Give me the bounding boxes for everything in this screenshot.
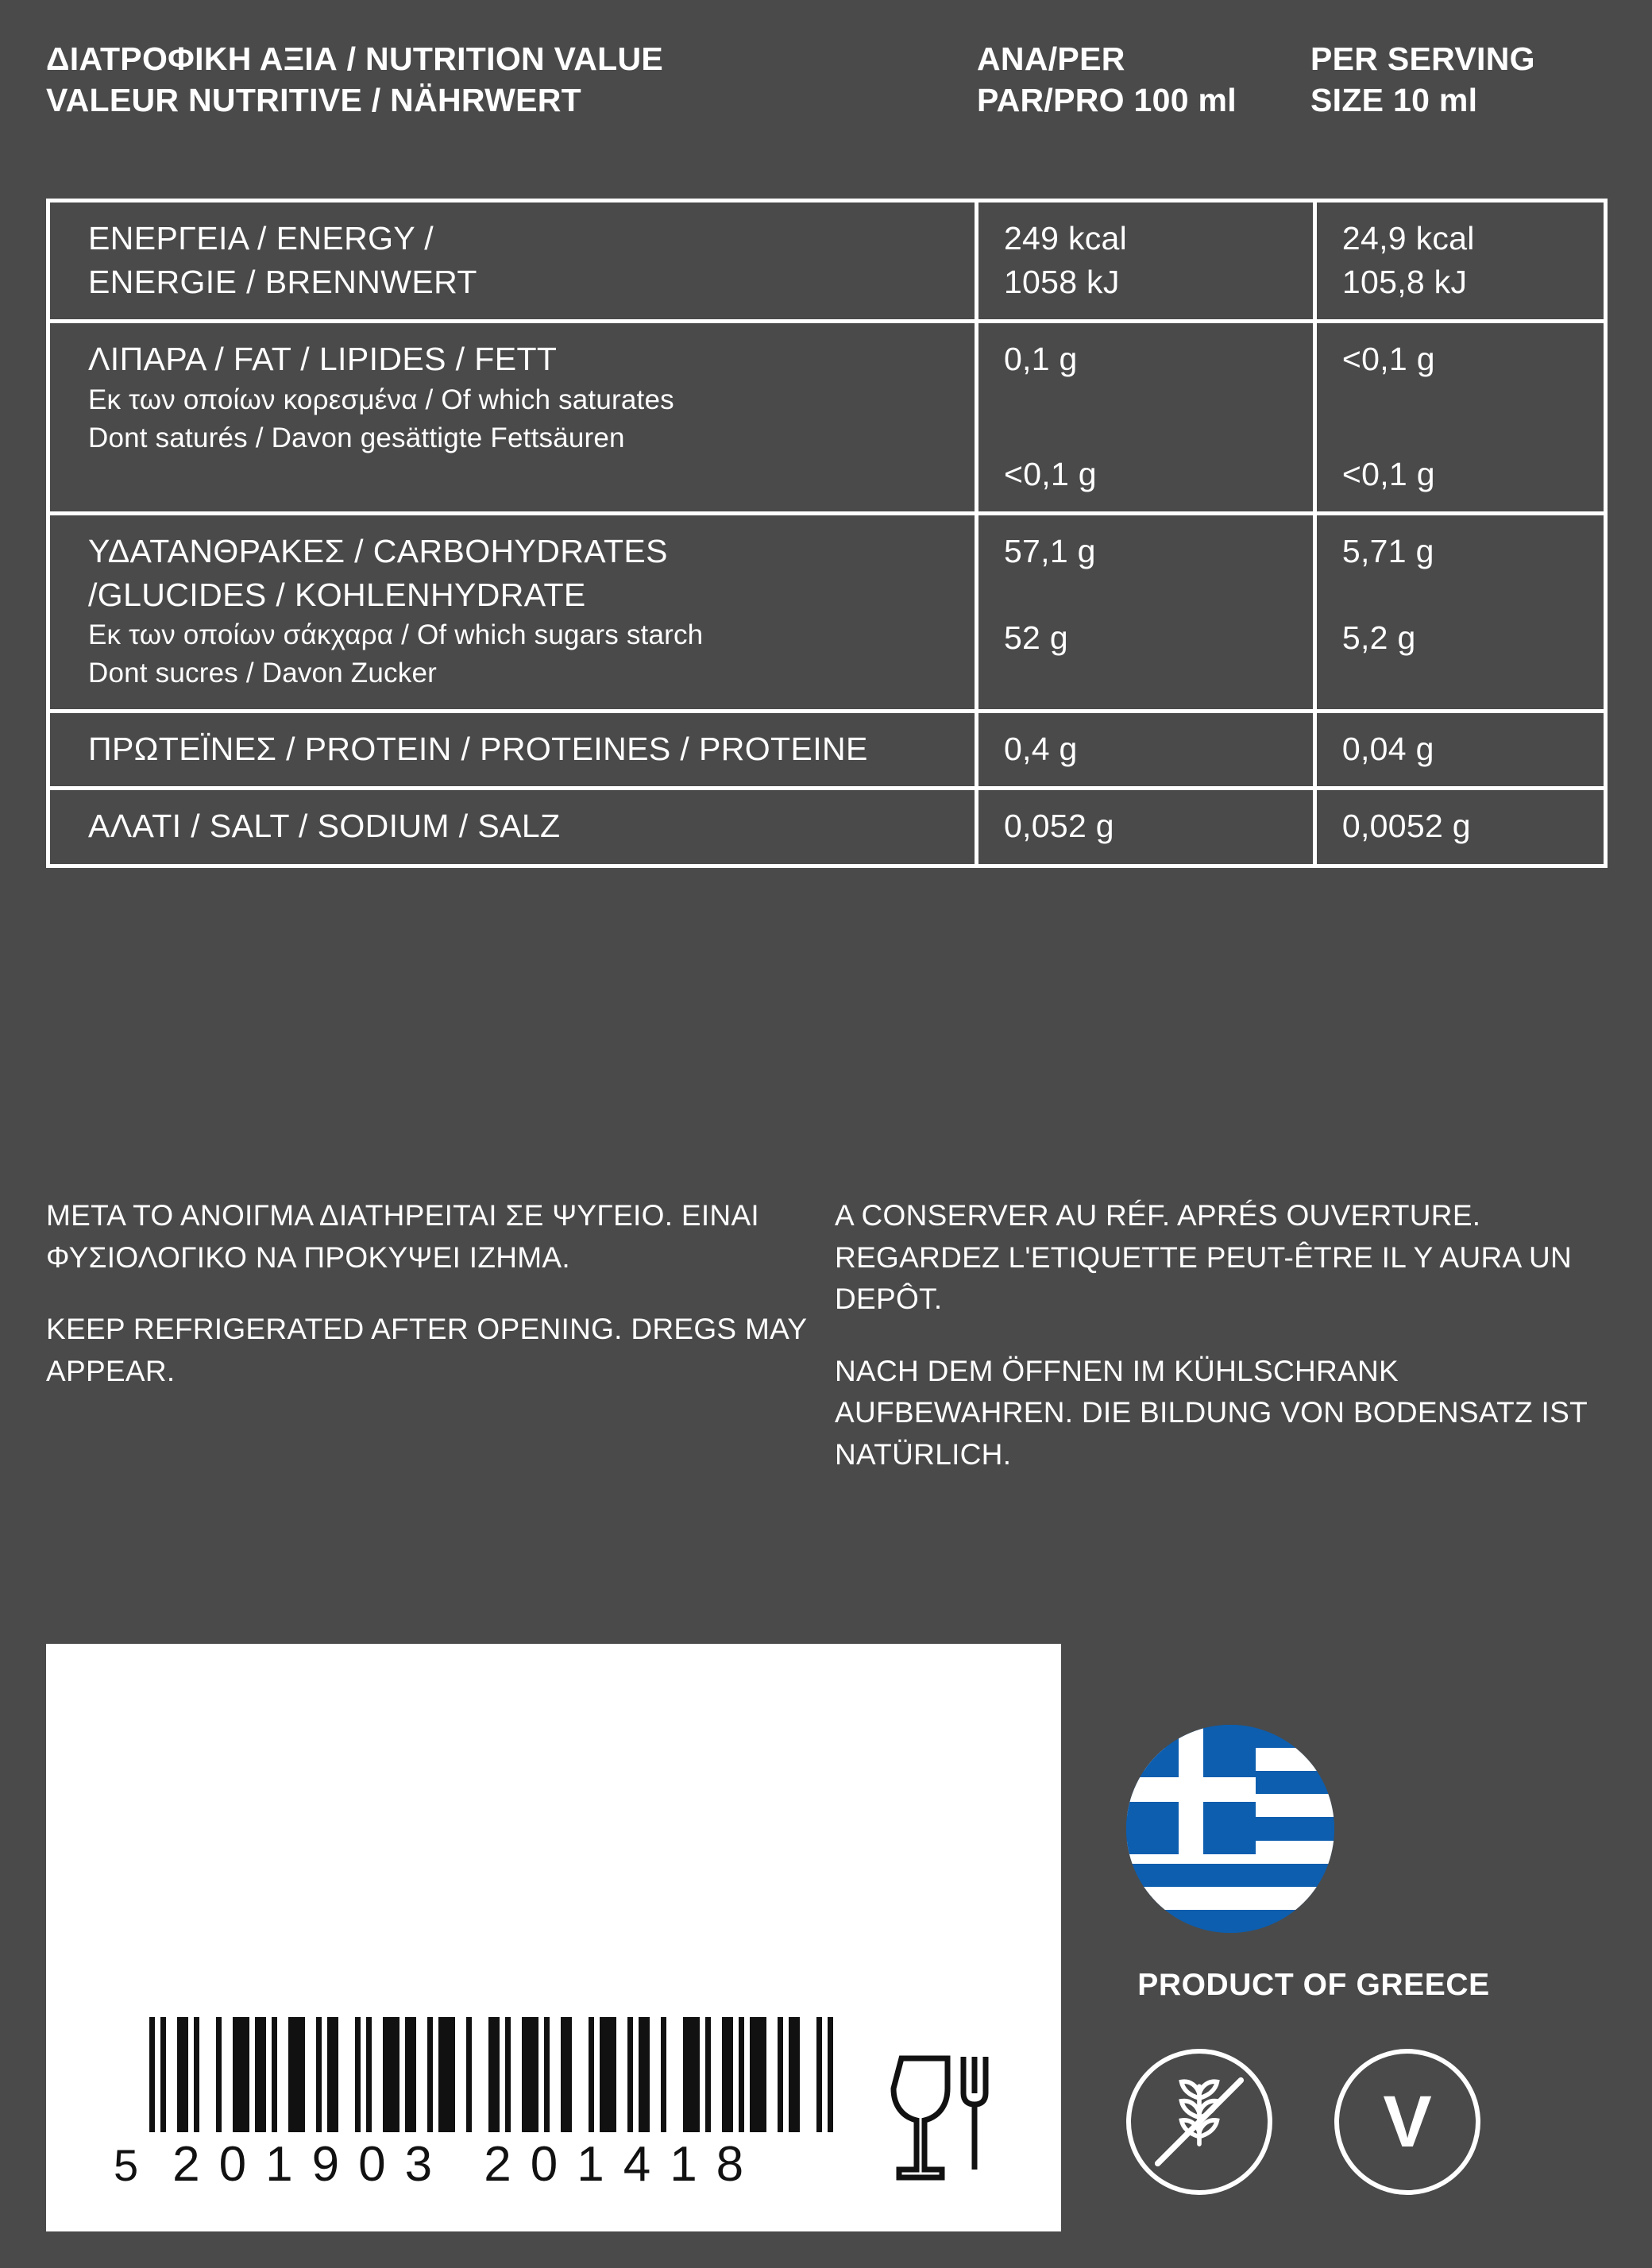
table-row <box>50 713 1604 791</box>
storage-note-german: NACH DEM ÖFFNEN IM KÜHLSCHRANK AUFBEWAHREN. DIE BILDUNG VON BODENSATZ IST NATÜRLICH. <box>835 1354 1588 1471</box>
salt-per-serving-value: 0,0052 g <box>1341 808 1471 845</box>
nutrition-title <box>46 38 977 122</box>
salt-per-100ml-value: 0,052 g <box>1003 808 1114 845</box>
energy-per-serving-kcal: 24,9 kcal <box>1341 220 1475 256</box>
column-header-per-100ml <box>977 38 1310 122</box>
energy-per-serving-kj: 105,8 kJ <box>1341 263 1468 300</box>
sugars-per-serving-value: 5,2 g <box>1341 619 1416 656</box>
barcode-main-digits: 201903 201418 <box>172 2137 763 2192</box>
column-header-per-serving-line2: SIZE 10 ml <box>1310 82 1478 119</box>
sugars-per-100ml-value: 52 g <box>1003 619 1068 656</box>
carbohydrates-per-100ml <box>978 515 1317 709</box>
table-row <box>50 790 1604 864</box>
nutrient-name-energy-line1: ΕΝΕΡΓΕΙΑ / ENERGY / <box>88 220 434 256</box>
nutrient-name-salt-line1: ΑΛΑΤΙ / SALT / SODIUM / SALZ <box>88 808 561 845</box>
storage-note-french: A CONSERVER AU RÉF. APRÉS OUVERTURE. REGARDEZ L'ETIQUETTE PEUT-ÊTRE IL Y AURA UN DEPÔT. <box>835 1199 1573 1316</box>
gluten-free-icon <box>1126 2049 1272 2195</box>
table-row <box>50 323 1604 515</box>
barcode-bars <box>149 2017 864 2132</box>
fat-per-100ml-value: 0,1 g <box>1003 341 1078 378</box>
barcode-lead-digit: 5 <box>114 2140 140 2190</box>
nutrient-name-salt <box>50 790 978 864</box>
nutrient-name-carbohydrates-line2: /GLUCIDES / KOHLENHYDRATE <box>88 576 586 613</box>
nutrient-name-energy-line2: ENERGIE / BRENNWERT <box>88 263 477 300</box>
nutrition-table <box>46 199 1608 868</box>
nutrient-name-protein <box>50 713 978 787</box>
nutrient-name-sugars-line2: Dont sucres / Davon Zucker <box>88 658 437 689</box>
storage-instructions-right <box>835 1195 1608 1475</box>
storage-instructions-left <box>46 1195 819 1475</box>
nutrient-name-saturates-line2: Dont saturés / Davon gesättigte Fettsäuren <box>88 422 625 453</box>
column-header-per-100ml-line2: PAR/PRO 100 ml <box>977 82 1237 119</box>
saturates-per-100ml-value: <0,1 g <box>1003 455 1097 492</box>
protein-per-serving-value: 0,04 g <box>1341 730 1434 767</box>
energy-per-100ml <box>978 202 1317 319</box>
carbohydrates-per-serving <box>1317 515 1604 709</box>
table-row <box>50 202 1604 323</box>
energy-per-100ml-kcal: 249 kcal <box>1003 220 1128 256</box>
storage-instructions <box>46 1195 1608 1475</box>
salt-per-100ml <box>978 790 1317 864</box>
table-row <box>50 515 1604 713</box>
product-origin-label: PRODUCT OF GREECE <box>1137 1968 1490 2002</box>
fat-per-serving <box>1317 323 1604 511</box>
vegan-letter: V <box>1383 2081 1432 2162</box>
nutrition-table-header <box>46 38 1608 122</box>
nutrient-name-fat <box>50 323 978 511</box>
greek-flag-icon <box>1126 1725 1334 1933</box>
column-header-per-100ml-line1: ANA/PER <box>977 40 1125 77</box>
nutrient-name-sugars-line1: Εκ των οποίων σάκχαρα / Of which sugars starch <box>88 619 704 651</box>
nutrition-title-line2: VALEUR NUTRITIVE / NÄHRWERT <box>46 82 581 119</box>
carbohydrates-per-100ml-value: 57,1 g <box>1003 533 1096 570</box>
protein-per-100ml <box>978 713 1317 787</box>
barcode-number <box>114 2136 908 2193</box>
nutrient-name-carbohydrates <box>50 515 978 709</box>
glass-and-fork-icon <box>890 2050 998 2193</box>
storage-note-english: KEEP REFRIGERATED AFTER OPENING. DREGS MAY APPEAR. <box>46 1313 807 1387</box>
carbohydrates-per-serving-value: 5,71 g <box>1341 533 1434 570</box>
column-header-per-serving <box>1310 38 1604 122</box>
storage-note-greek: ΜΕΤΑ ΤΟ ΑΝΟΙΓΜΑ ΔΙΑΤΗΡΕΙΤΑΙ ΣΕ ΨΥΓΕΙΟ. ΕΙΝΑΙ ΦΥΣΙΟΛΟΓΙΚΟ ΝΑ ΠΡΟΚΥΨΕΙ ΙΖΗΜΑ. <box>46 1199 760 1274</box>
nutrient-name-energy <box>50 202 978 319</box>
fat-per-serving-value: <0,1 g <box>1341 341 1435 378</box>
nutrient-name-protein-line1: ΠΡΩΤΕΪΝΕΣ / PROTEIN / PROTEINES / PROTEINE <box>88 730 868 767</box>
energy-per-100ml-kj: 1058 kJ <box>1003 263 1120 300</box>
salt-per-serving <box>1317 790 1604 864</box>
nutrition-title-line1: ΔΙΑΤΡΟΦΙΚΗ ΑΞΙΑ / NUTRITION VALUE <box>46 40 664 77</box>
nutrient-name-saturates-line1: Εκ των οποίων κορεσμένα / Of which saturates <box>88 384 674 415</box>
column-header-per-serving-line1: PER SERVING <box>1310 40 1535 77</box>
fat-per-100ml <box>978 323 1317 511</box>
barcode-panel <box>46 1644 1061 2231</box>
nutrient-name-fat-line1: ΛΙΠΑΡΑ / FAT / LIPIDES / FETT <box>88 341 558 378</box>
saturates-per-serving-value: <0,1 g <box>1341 455 1435 492</box>
protein-per-serving <box>1317 713 1604 787</box>
vegan-v-icon <box>1334 2049 1480 2195</box>
protein-per-100ml-value: 0,4 g <box>1003 730 1078 767</box>
nutrient-name-carbohydrates-line1: ΥΔΑΤΑΝΘΡΑΚΕΣ / CARBOHYDRATES <box>88 533 668 570</box>
energy-per-serving <box>1317 202 1604 319</box>
